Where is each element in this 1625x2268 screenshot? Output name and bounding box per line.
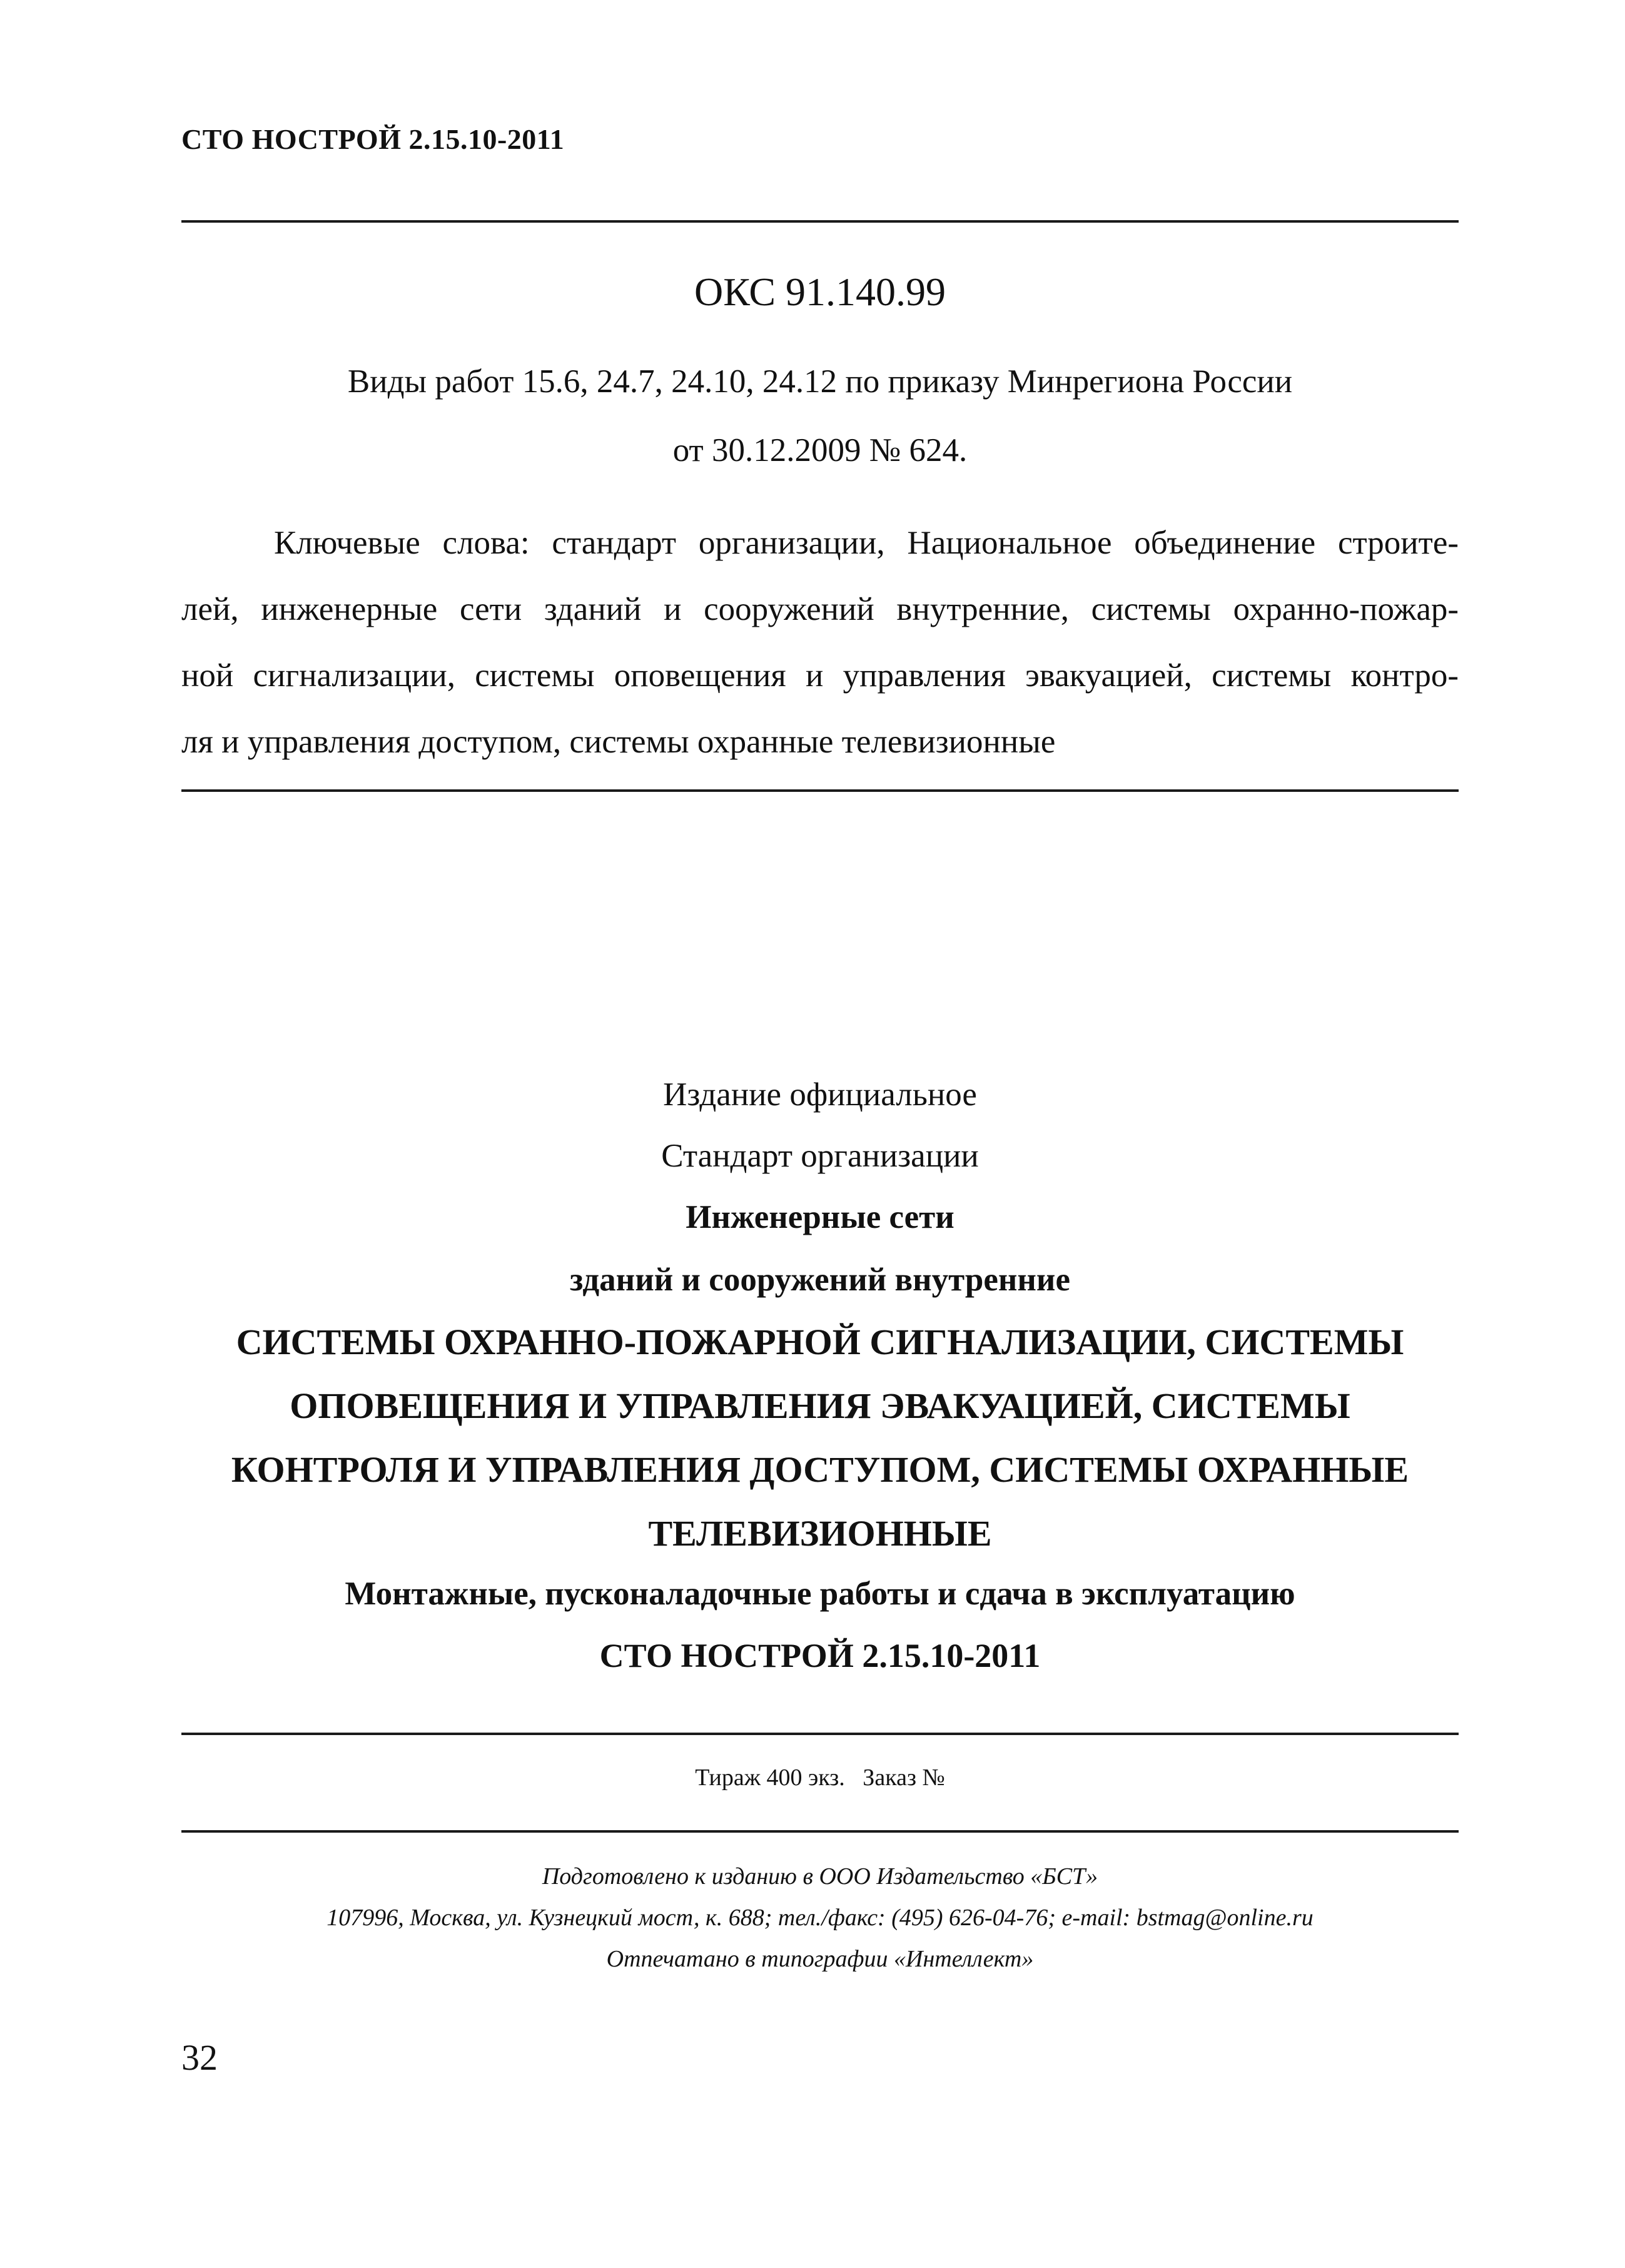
oks-code: ОКС 91.140.99 [694,270,946,314]
print-run-bottom-divider [181,1830,1459,1833]
title-caps-line-3: КОНТРОЛЯ И УПРАВЛЕНИЯ ДОСТУПОМ, СИСТЕМЫ ОХРАННЫЕ [231,1449,1409,1490]
work-types-line-1: Виды работ 15.6, 24.7, 24.10, 24.12 по приказу Минрегиона России [347,363,1293,400]
standard-type: Стандарт организации [661,1138,979,1174]
keywords-divider [181,789,1459,792]
title-caps-line-1: СИСТЕМЫ ОХРАННО-ПОЖАРНОЙ СИГНАЛИЗАЦИИ, СИСТЕМЫ [236,1322,1404,1362]
header-document-code: СТО НОСТРОЙ 2.15.10-2011 [181,123,565,155]
title-line-1: Инженерные сети [686,1199,954,1235]
keywords-line-1: Ключевые слова: стандарт организации, Национальное объединение строите- [274,525,1459,561]
keywords-line-3: ной сигнализации, системы оповещения и управления эвакуацией, системы контро- [181,657,1459,694]
page-number: 32 [181,2037,218,2078]
standard-code: СТО НОСТРОЙ 2.15.10-2011 [599,1637,1041,1674]
keywords-line-2: лей, инженерные сети зданий и сооружений внутренние, системы охранно-пожар- [181,591,1459,627]
title-line-2: зданий и сооружений внутренние [570,1262,1070,1298]
title-caps-line-4: ТЕЛЕВИЗИОННЫЕ [648,1513,992,1554]
imprint-printer: Отпечатано в типографии «Интеллект» [606,1946,1034,1972]
imprint-address: 107996, Москва, ул. Кузнецкий мост, к. 688; тел./факс: (495) 626-04-76; e-mail: bstmag@online.ru [327,1905,1314,1931]
edition-label: Издание официальное [663,1076,977,1113]
imprint-publisher: Подготовлено к изданию в ООО Издательство «БСТ» [542,1863,1098,1890]
print-run: Тираж 400 экз. Заказ № [695,1764,945,1791]
keywords-line-4: ля и управления доступом, системы охранные телевизионные [181,724,1056,760]
title-caps-line-2: ОПОВЕЩЕНИЯ И УПРАВЛЕНИЯ ЭВАКУАЦИЕЙ, СИСТЕМЫ [290,1385,1350,1426]
print-run-top-divider [181,1733,1459,1735]
work-types-line-2: от 30.12.2009 № 624. [672,432,968,468]
subtitle: Монтажные, пусконаладочные работы и сдача в эксплуатацию [345,1576,1295,1612]
header-divider [181,220,1459,223]
